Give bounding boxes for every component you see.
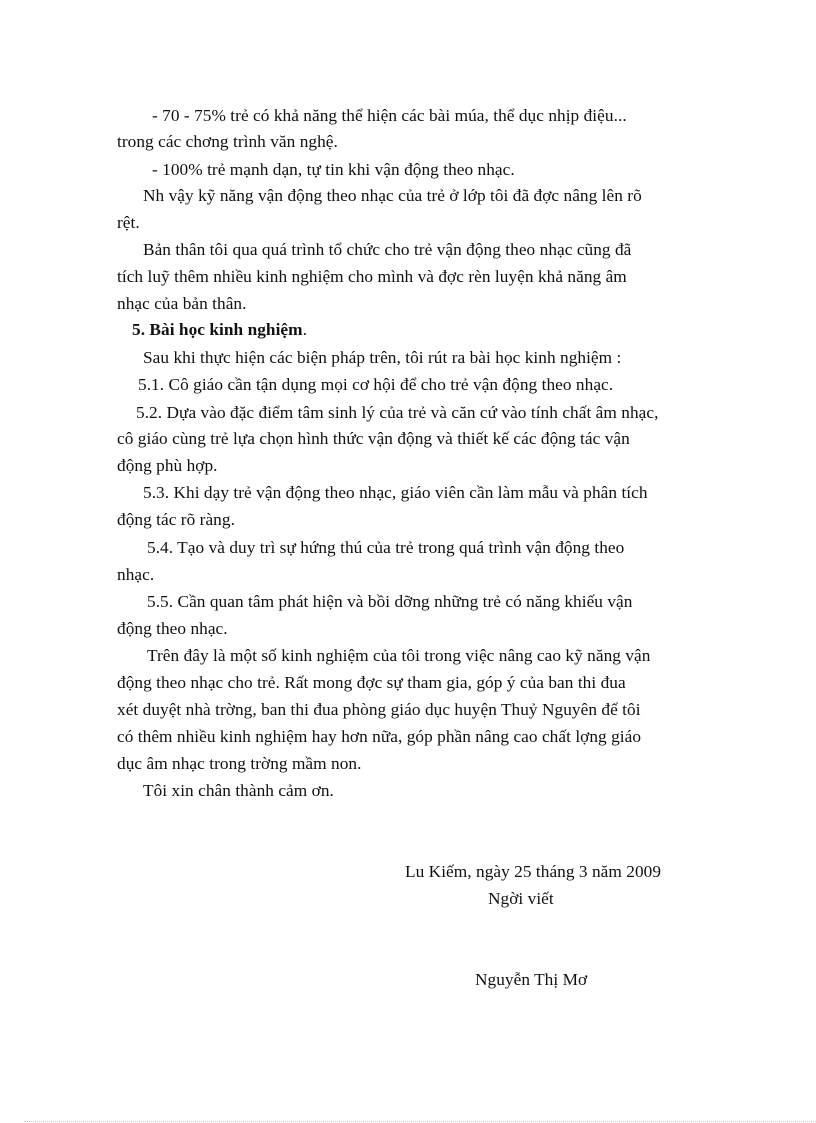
lesson-line: 5.5. Cần quan tâm phát hiện và bồi dỡng những trẻ có năng khiếu vận: [147, 592, 633, 611]
closing-line: xét duyệt nhà trờng, ban thi đua phòng giáo dục huyện Thuỷ Nguyên để tôi: [117, 700, 641, 719]
lesson-line: 5.4. Tạo và duy trì sự hứng thú của trẻ trong quá trình vận động theo: [147, 538, 625, 557]
signature-place-date: Lu Kiếm, ngày 25 tháng 3 năm 2009: [405, 862, 662, 881]
lesson-line: nhạc.: [117, 565, 155, 584]
closing-line: dục âm nhạc trong trờng mầm non.: [117, 754, 362, 773]
lesson-line: 5.1. Cô giáo cần tận dụng mọi cơ hội để cho trẻ vận động theo nhạc.: [138, 375, 614, 394]
signature-role: Ngời viết: [488, 889, 554, 908]
lesson-line: động phù hợp.: [117, 456, 218, 475]
lesson-line: động tác rõ ràng.: [117, 510, 235, 529]
lesson-line: 5.3. Khi dạy trẻ vận động theo nhạc, giáo viên cần làm mẫu và phân tích: [143, 483, 648, 502]
lesson-line: 5.2. Dựa vào đặc điểm tâm sinh lý của trẻ và căn cứ vào tính chất âm nhạc,: [136, 403, 659, 422]
section-heading-suffix: .: [302, 320, 307, 339]
text-line: nhạc của bản thân.: [117, 294, 247, 313]
text-line: Bản thân tôi qua quá trình tổ chức cho trẻ vận động theo nhạc cũng đã: [143, 240, 632, 259]
page-bottom-rule: [24, 1121, 816, 1122]
lesson-line: cô giáo cùng trẻ lựa chọn hình thức vận động và thiết kế các động tác vận: [117, 429, 630, 448]
text-line: tích luỹ thêm nhiều kinh nghiệm cho mình và đợc rèn luyện khả năng âm: [117, 267, 627, 286]
text-line: rệt.: [117, 213, 140, 232]
text-line: trong các chơng trình văn nghệ.: [117, 132, 338, 151]
signature-name: Nguyễn Thị Mơ: [475, 970, 588, 989]
section-heading: [132, 320, 307, 340]
closing-line: Trên đây là một số kinh nghiệm của tôi trong việc nâng cao kỹ năng vận: [147, 646, 651, 665]
intro-line: Sau khi thực hiện các biện pháp trên, tôi rút ra bài học kinh nghiệm :: [143, 348, 622, 367]
closing-line: động theo nhạc cho trẻ. Rất mong đợc sự tham gia, góp ý của ban thi đua: [117, 673, 626, 692]
closing-line: có thêm nhiều kinh nghiệm hay hơn nữa, góp phần nâng cao chất lợng giáo: [117, 727, 642, 746]
text-line: Nh vậy kỹ năng vận động theo nhạc của trẻ ở lớp tôi đã đợc nâng lên rõ: [143, 186, 642, 205]
text-line: - 100% trẻ mạnh dạn, tự tin khi vận động theo nhạc.: [152, 160, 515, 179]
closing-line: Tôi xin chân thành cảm ơn.: [143, 781, 334, 800]
text-line: - 70 - 75% trẻ có khả năng thể hiện các bài múa, thể dục nhịp điệu...: [152, 106, 627, 125]
section-heading-text: 5. Bài học kinh nghiệm: [132, 320, 303, 339]
lesson-line: động theo nhạc.: [117, 619, 228, 638]
